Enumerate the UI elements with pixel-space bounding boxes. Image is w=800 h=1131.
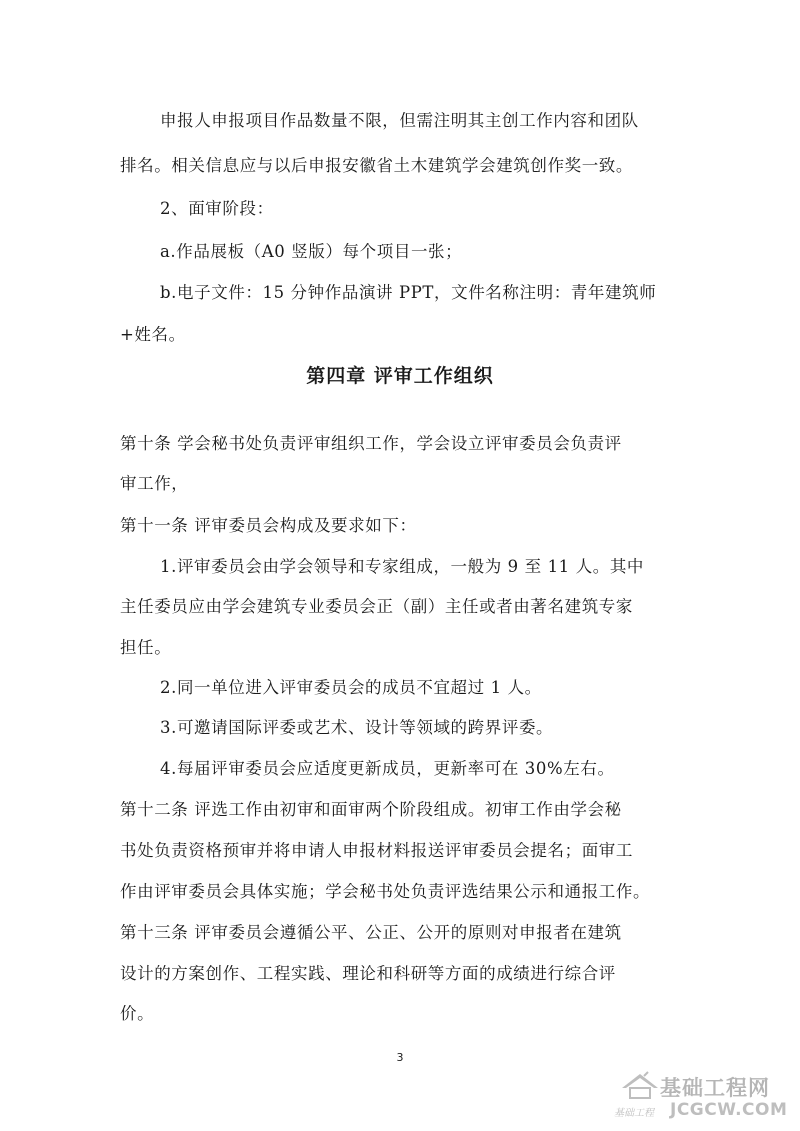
body-text-line: b.电子文件：15 分钟作品演讲 PPT，文件名称注明：青年建筑师 xyxy=(160,283,657,302)
article-text-line: 作由评审委员会具体实施；学会秘书处负责评选结果公示和通报工作。 xyxy=(120,882,651,901)
article-text-line: 第十一条 评审委员会构成及要求如下： xyxy=(120,516,417,535)
article-text-line: 2.同一单位进入评审委员会的成员不宜超过 1 人。 xyxy=(160,678,542,697)
article-text-line: 书处负责资格预审并将申请人申报材料报送评审委员会提名；面审工 xyxy=(120,841,633,860)
article-text-line: 价。 xyxy=(120,1004,155,1023)
article-text-line: 设计的方案创作、工程实践、理论和科研等方面的成绩进行综合评 xyxy=(120,964,616,983)
article-text-line: 1.评审委员会由学会领导和专家组成，一般为 9 至 11 人。其中 xyxy=(160,557,645,576)
article-text-line: 第十条 学会秘书处负责评审组织工作，学会设立评审委员会负责评 xyxy=(120,434,622,453)
article-text-line: 主任委员应由学会建筑专业委员会正（副）主任或者由著名建筑专家 xyxy=(120,597,633,616)
article-text-line: 3.可邀请国际评委或艺术、设计等领域的跨界评委。 xyxy=(160,718,554,737)
article-text-line: 担任。 xyxy=(120,638,172,657)
watermark-tagline: 基础工程 xyxy=(614,1108,654,1119)
body-text-line: 申报人申报项目作品数量不限，但需注明其主创工作内容和团队 xyxy=(160,111,639,130)
article-text-line: 第十三条 评审委员会遵循公平、公正、公开的原则对申报者在建筑 xyxy=(120,923,622,942)
body-text-line: 排名。相关信息应与以后申报安徽省土木建筑学会建筑创作奖一致。 xyxy=(120,156,633,175)
watermark-domain: JCGCW.COM xyxy=(670,1100,788,1120)
body-text-line: 2、面审阶段： xyxy=(160,199,274,218)
watermark-site-name: 基础工程网 xyxy=(660,1076,770,1100)
house-logo-icon xyxy=(618,1070,662,1102)
article-text-line: 审工作， xyxy=(120,474,189,493)
article-text-line: 4.每届评审委员会应适度更新成员，更新率可在 30%左右。 xyxy=(160,759,615,778)
page-number: 3 xyxy=(396,1051,404,1064)
site-watermark xyxy=(612,1070,792,1126)
article-text-line: 第十二条 评选工作由初审和面审两个阶段组成。初审工作由学会秘 xyxy=(120,800,622,819)
body-text-line: +姓名。 xyxy=(120,325,186,344)
body-text-line: a.作品展板（A0 竖版）每个项目一张； xyxy=(160,242,463,261)
chapter-heading: 第四章 评审工作组织 xyxy=(306,365,494,387)
